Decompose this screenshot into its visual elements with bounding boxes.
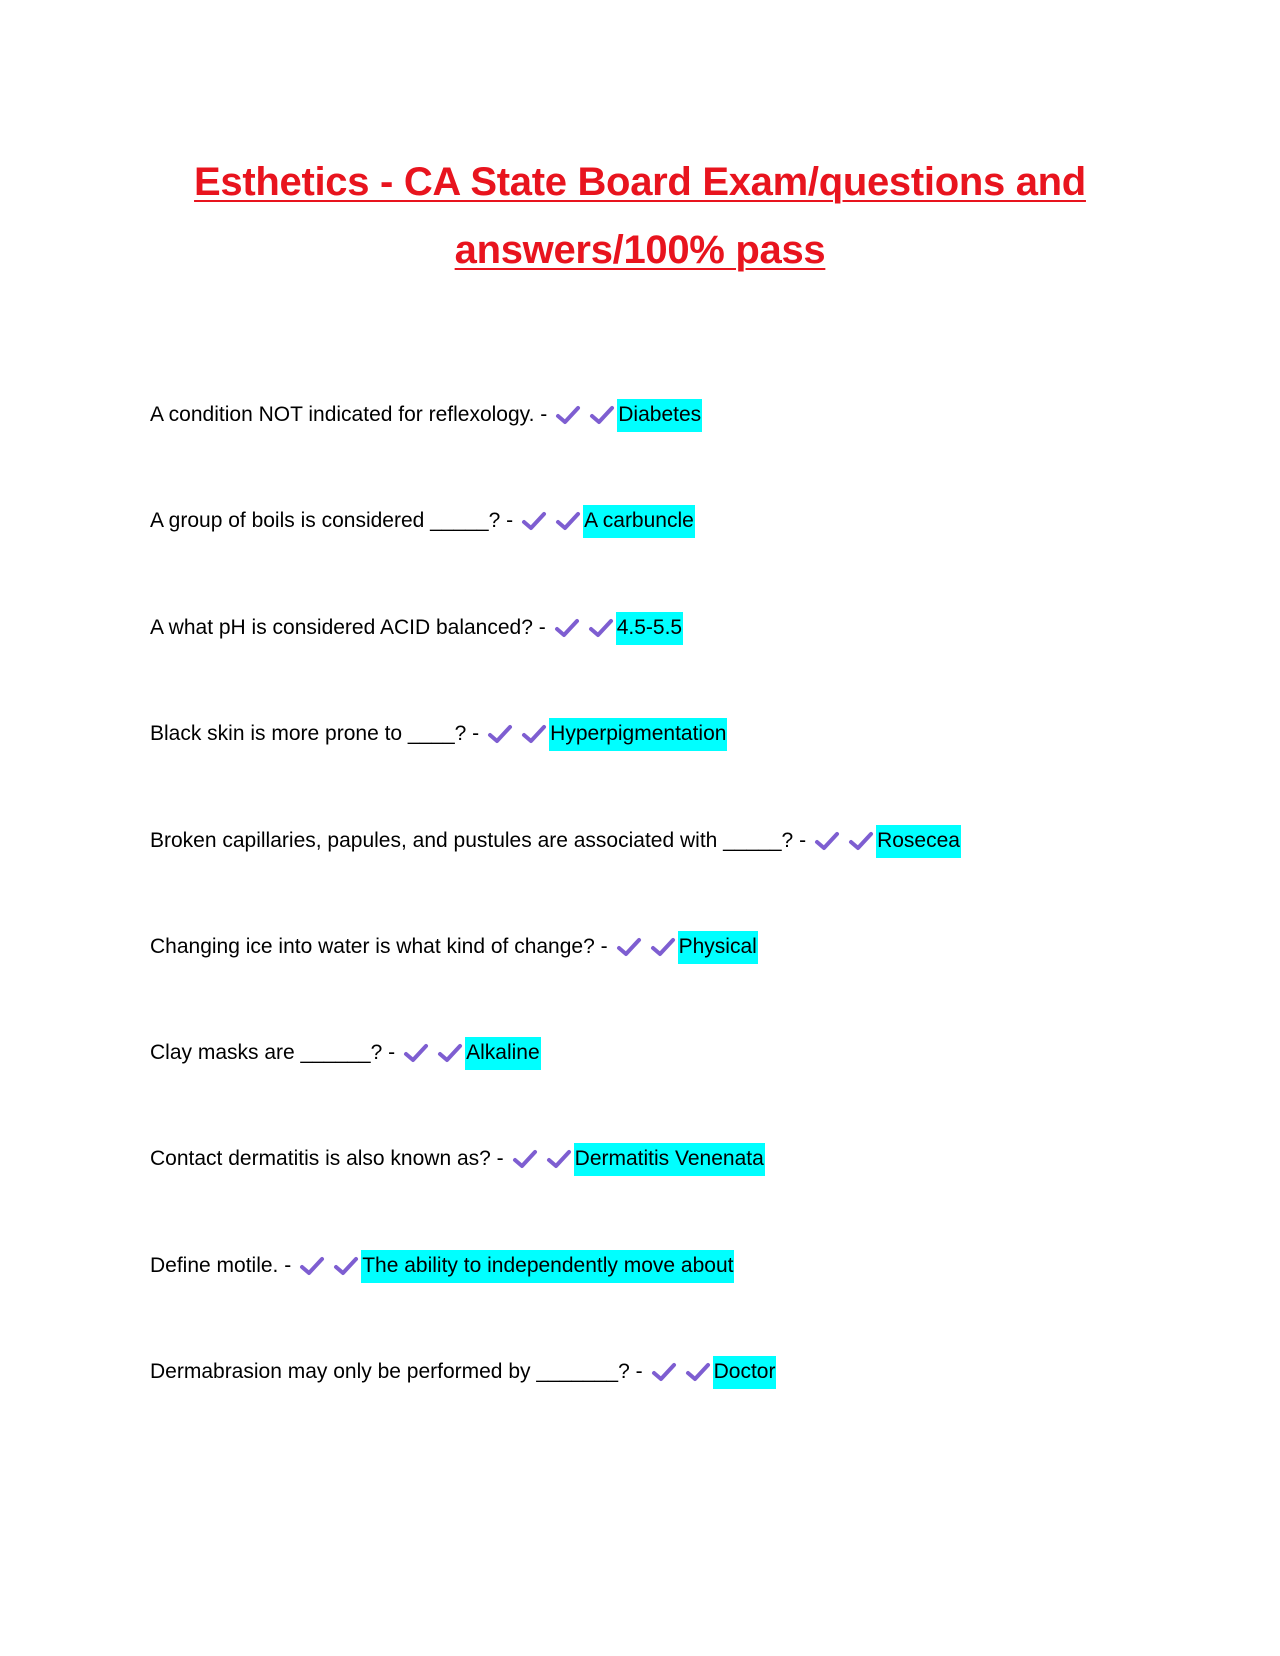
checkmark-icon [848,830,874,852]
checkmark-icon [685,1361,711,1383]
question-text: Broken capillaries, papules, and pustules are associated with _____? - [150,829,807,852]
checkmark-icon [512,1148,538,1170]
checkmark-icon [437,1042,463,1064]
checkmark-icon [521,510,547,532]
checkmark-icon [616,936,642,958]
qa-item [150,1141,765,1177]
checkmark-icon [521,723,547,745]
question-text: Define motile. - [150,1254,292,1277]
check-marks [299,1255,359,1277]
checkmark-icon [554,617,580,639]
checkmark-icon [650,936,676,958]
qa-item [150,503,695,539]
check-marks [651,1361,711,1383]
qa-item [150,716,727,752]
checkmark-icon [814,830,840,852]
checkmark-icon [333,1255,359,1277]
answer-highlight: 4.5-5.5 [616,612,683,645]
question-text: A what pH is considered ACID balanced? - [150,616,546,639]
checkmark-icon [487,723,513,745]
question-text: A condition NOT indicated for reflexology. - [150,403,548,426]
qa-item [150,1035,541,1071]
answer-highlight: Alkaline [465,1037,541,1070]
answer-highlight: Rosecea [876,825,961,858]
check-marks [403,1042,463,1064]
question-text: Black skin is more prone to ____? - [150,722,480,745]
answer-highlight: Diabetes [617,399,702,432]
checkmark-icon [588,617,614,639]
document-title [0,148,1280,284]
check-marks [616,936,676,958]
qa-item [150,823,961,859]
qa-item [150,1354,776,1390]
answer-highlight: Doctor [713,1356,777,1389]
check-marks [814,830,874,852]
checkmark-icon [403,1042,429,1064]
check-marks [554,617,614,639]
qa-item [150,610,683,646]
question-text: A group of boils is considered _____? - [150,509,514,532]
checkmark-icon [299,1255,325,1277]
check-marks [487,723,547,745]
title-line-1: Esthetics - CA State Board Exam/questions and [194,160,1086,204]
answer-highlight: The ability to independently move about [361,1250,734,1283]
answer-highlight: Dermatitis Venenata [574,1143,765,1176]
qa-item [150,929,758,965]
checkmark-icon [555,404,581,426]
question-text: Clay masks are ______? - [150,1041,396,1064]
check-marks [512,1148,572,1170]
question-text: Dermabrasion may only be performed by _______? - [150,1360,643,1383]
checkmark-icon [589,404,615,426]
qa-item [150,397,702,433]
title-line-2: answers/100% pass [454,228,826,272]
checkmark-icon [651,1361,677,1383]
answer-highlight: Physical [678,931,758,964]
check-marks [521,510,581,532]
checkmark-icon [555,510,581,532]
question-text: Changing ice into water is what kind of change? - [150,935,608,958]
answer-highlight: Hyperpigmentation [549,718,727,751]
answer-highlight: A carbuncle [583,505,695,538]
question-text: Contact dermatitis is also known as? - [150,1147,504,1170]
qa-item [150,1248,734,1284]
check-marks [555,404,615,426]
checkmark-icon [546,1148,572,1170]
